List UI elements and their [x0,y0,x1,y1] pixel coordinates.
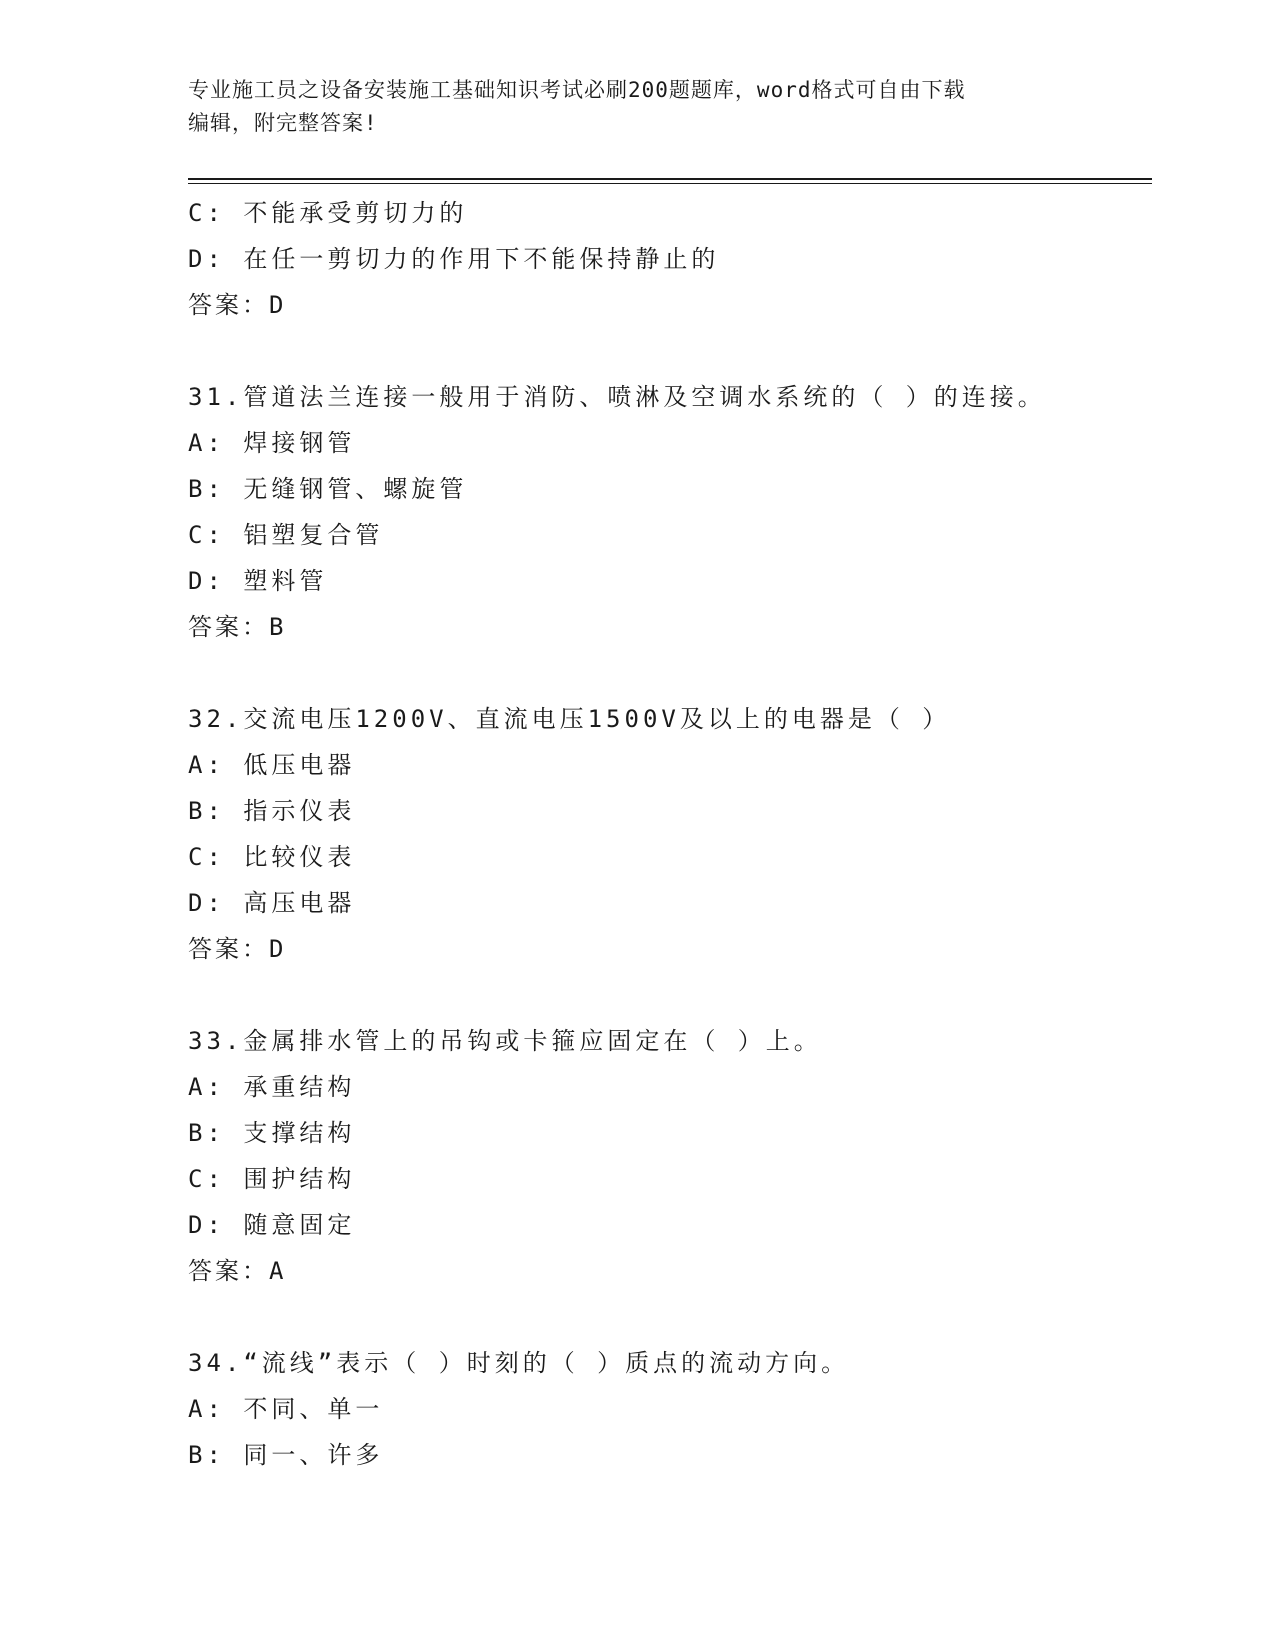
answer-line: 答案：A [188,1257,287,1285]
spacer [188,1294,1152,1340]
option-d: D: 在任一剪切力的作用下不能保持静止的 [188,245,720,273]
header-rule-thick [188,178,1152,180]
question-34 [188,1340,1152,1478]
option-d: D: 塑料管 [188,567,328,595]
question-32 [188,696,1152,972]
header-rule-thin [188,183,1152,184]
option-c: C: 铝塑复合管 [188,521,384,549]
header-line-2: 编辑，附完整答案! [188,111,378,135]
option-c: C: 围护结构 [188,1165,356,1193]
option-c: C: 比较仪表 [188,843,356,871]
question-stem: 32.交流电压1200V、直流电压1500V及以上的电器是（ ） [188,705,951,733]
answer-line: 答案：D [188,291,287,319]
spacer [188,972,1152,1018]
answer-line: 答案：B [188,613,287,641]
option-a: A: 低压电器 [188,751,356,779]
page-header [188,74,1068,140]
option-a: A: 焊接钢管 [188,429,356,457]
header-line-1: 专业施工员之设备安装施工基础知识考试必刷200题题库，word格式可自由下载 [188,78,966,102]
spacer [188,328,1152,374]
question-31 [188,374,1152,650]
answer-line: 答案：D [188,935,287,963]
option-c: C: 不能承受剪切力的 [188,199,468,227]
option-d: D: 随意固定 [188,1211,356,1239]
question-33 [188,1018,1152,1294]
question-stem: 33.金属排水管上的吊钩或卡箍应固定在（ ）上。 [188,1027,822,1055]
option-b: B: 指示仪表 [188,797,356,825]
option-b: B: 支撑结构 [188,1119,356,1147]
question-stem: 34.“流线”表示（ ）时刻的（ ）质点的流动方向。 [188,1349,850,1377]
option-d: D: 高压电器 [188,889,356,917]
spacer [188,650,1152,696]
question-content [188,190,1152,1478]
question-30-continuation [188,190,1152,328]
question-stem: 31.管道法兰连接一般用于消防、喷淋及空调水系统的（ ）的连接。 [188,383,1046,411]
option-a: A: 承重结构 [188,1073,356,1101]
option-b: B: 无缝钢管、螺旋管 [188,475,468,503]
option-a: A: 不同、单一 [188,1395,384,1423]
option-b: B: 同一、许多 [188,1441,384,1469]
